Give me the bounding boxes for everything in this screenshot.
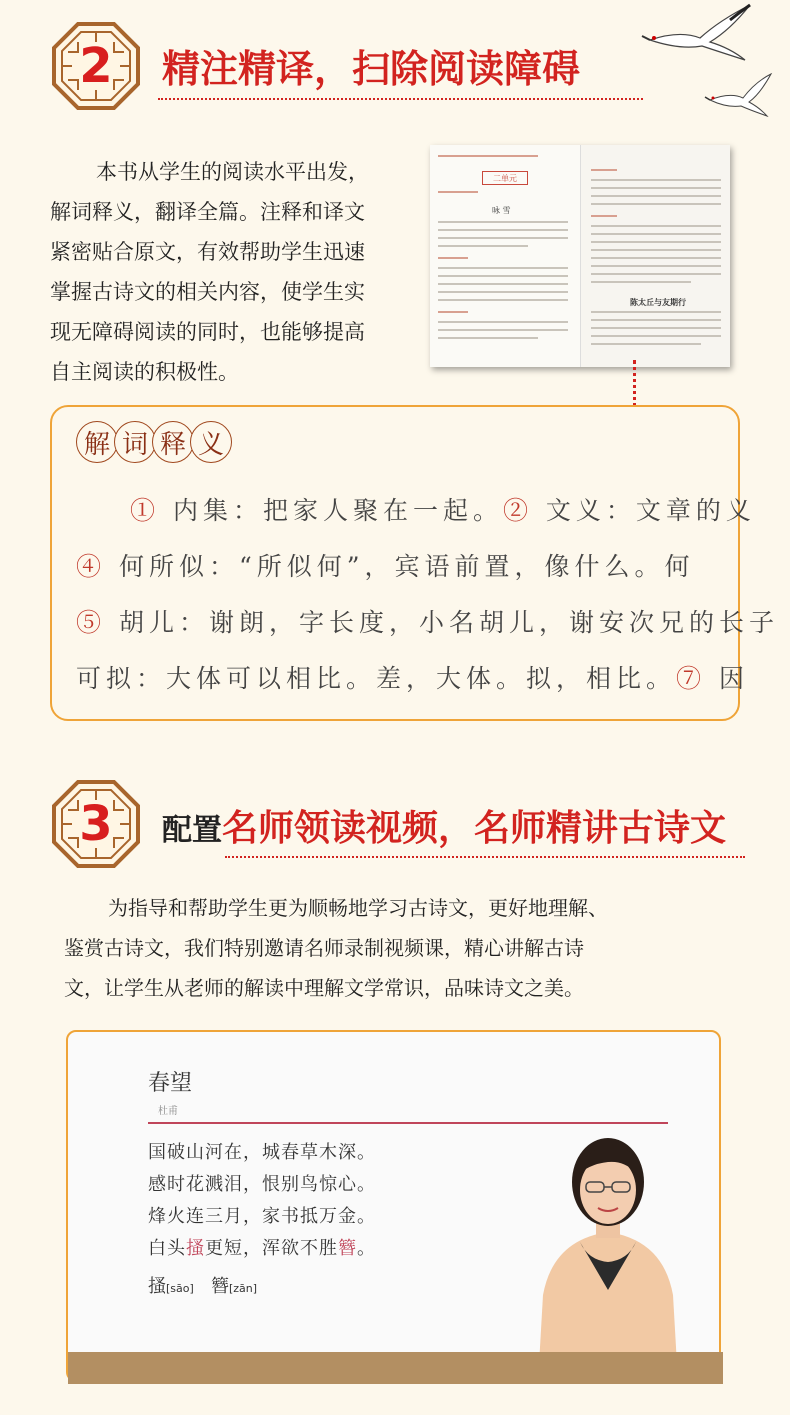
note-line	[130, 491, 756, 527]
notes-title-char: 词	[114, 421, 156, 463]
section-number-badge	[52, 780, 140, 868]
section-heading: 精注精译，扫除阅读障碍	[162, 46, 581, 91]
section-heading	[162, 800, 726, 851]
crane-icon	[705, 70, 775, 120]
pronunciation-notes	[148, 1272, 257, 1298]
heading-underline	[225, 856, 745, 858]
teacher-figure	[508, 1120, 708, 1382]
book-poem-title: 咏 雪	[492, 206, 511, 215]
poem-text: 更短，浑欲不胜	[205, 1238, 338, 1259]
paragraph-line: 鉴赏古诗文，我们特别邀请名师录制视频课，精心讲解古诗	[64, 936, 584, 960]
note-number: ⑤	[76, 608, 107, 637]
book-left-page	[430, 145, 580, 367]
note-number: ②	[502, 496, 533, 525]
paragraph-line: 紧密贴合原文，有效帮助学生迅速	[50, 240, 365, 264]
paragraph-line: 文，让学生从老师的解读中理解文学常识，品味诗文之美。	[64, 976, 584, 1000]
note-line	[76, 603, 779, 639]
video-intro-paragraph	[64, 888, 744, 1008]
pron-char: 搔	[148, 1276, 166, 1297]
note-line	[76, 547, 695, 583]
note-number: ①	[130, 496, 161, 525]
pron-char: 簪	[210, 1276, 229, 1297]
paragraph-line: 掌握古诗文的相关内容，使学生实	[50, 280, 365, 304]
poem-line: 感时花溅泪，恨别鸟惊心。	[148, 1174, 376, 1195]
paragraph-line: 为指导和帮助学生更为顺畅地学习古诗文，更好地理解、	[108, 896, 608, 920]
notes-title-char: 解	[76, 421, 118, 463]
note-text: 胡儿：谢朗，字长度，小名胡儿，谢安次兄的长子	[106, 608, 779, 637]
video-floor	[68, 1352, 723, 1384]
note-text: 因	[706, 664, 749, 693]
notes-title	[76, 421, 228, 463]
intro-paragraph	[50, 152, 420, 392]
book-spread-image	[430, 145, 730, 367]
poem-line: 国破山河在，城春草木深。	[148, 1142, 376, 1163]
book-unit-label: 二单元	[482, 171, 528, 185]
highlighted-char: 簪	[338, 1238, 357, 1259]
poem-author: 杜甫	[158, 1106, 178, 1117]
paragraph-line: 本书从学生的阅读水平出发，	[96, 160, 369, 184]
book-right-page	[580, 145, 730, 367]
annotation-zoom-box	[50, 405, 779, 721]
heading-main: 名师领读视频，名师精讲古诗文	[222, 807, 727, 849]
poem-line	[148, 1234, 376, 1260]
section-number: 3	[79, 796, 113, 852]
crane-icon	[640, 0, 760, 70]
note-number: ⑦	[676, 664, 707, 693]
paragraph-line: 自主阅读的积极性。	[50, 360, 239, 384]
notes-title-char: 释	[152, 421, 194, 463]
heading-prefix: 配置	[162, 813, 222, 848]
note-text: 内集：把家人聚在一起。	[160, 496, 503, 525]
poem-text: 。	[357, 1238, 376, 1259]
highlighted-char: 搔	[186, 1238, 205, 1259]
poem-title: 春望	[148, 1071, 193, 1096]
pinyin: [zān]	[228, 1282, 258, 1295]
section-number-badge	[52, 22, 140, 110]
book-section-title: 陈太丘与友期行	[630, 297, 686, 307]
video-lesson-frame[interactable]	[66, 1030, 721, 1382]
pinyin: [sāo]	[166, 1282, 194, 1295]
paragraph-line: 现无障碍阅读的同时，也能够提高	[50, 320, 365, 344]
section-number: 2	[79, 38, 113, 94]
note-line	[76, 659, 749, 695]
note-text: 可拟：大体可以相比。差，大体。拟，相比。	[76, 664, 677, 693]
note-text: 文义：文章的义	[532, 496, 756, 525]
note-text: 何所似：“所似何”，宾语前置，像什么。何	[106, 552, 695, 581]
heading-underline	[158, 98, 643, 100]
note-number: ④	[76, 552, 107, 581]
notes-title-char: 义	[190, 421, 232, 463]
poem-text: 白头	[148, 1238, 186, 1259]
poem-line: 烽火连三月，家书抵万金。	[148, 1206, 376, 1227]
paragraph-line: 解词释义，翻译全篇。注释和译文	[50, 200, 365, 224]
